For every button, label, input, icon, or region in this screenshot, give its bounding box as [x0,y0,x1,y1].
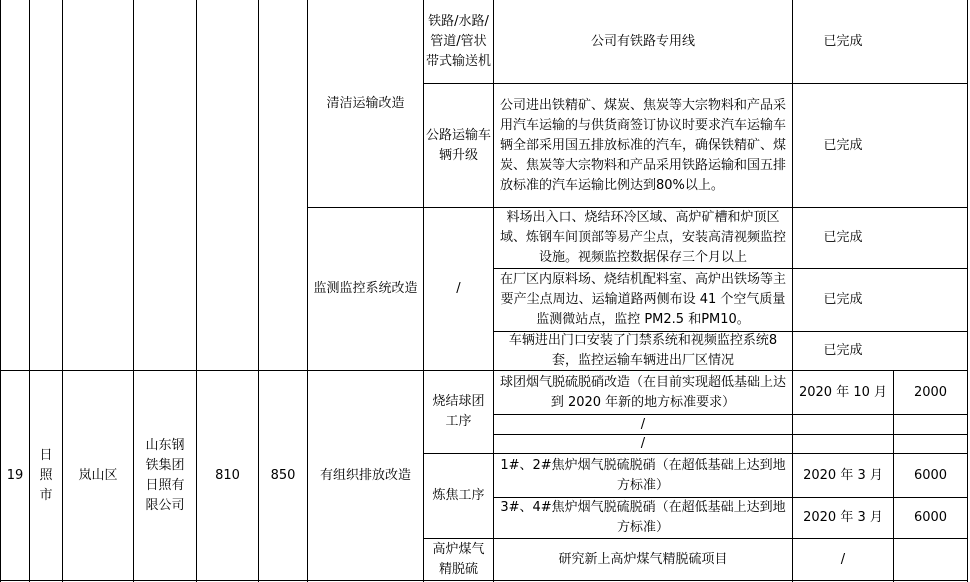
sinter-date-1: 2020 年 10 月 [798,384,888,400]
rail-pipeline-label: 铁路/水路/管道/管状带式输送机 [426,13,492,69]
coking-date-2: 2020 年 3 月 [803,510,883,525]
grid-line [967,0,968,582]
value-1: 810 [215,467,240,483]
coking-date-1: 2020 年 3 月 [803,467,883,483]
grid-line [0,580,967,581]
clean-transport-category: 清洁运输改造 [326,95,405,111]
coking-amount-1: 6000 [913,467,948,483]
row-number: 19 [6,467,24,483]
sinter-amount-1: 2000 [913,384,948,400]
city: 日照市 [39,447,53,503]
company: 山东钢铁集团日照有限公司 [145,437,185,513]
monitoring-status-3: 已完成 [823,343,863,358]
rail-status: 已完成 [823,33,863,49]
bf-gas-date: / [840,551,846,567]
coking-measure-2: 3#、4#焦炉烟气脱硫脱硝（在超低基础上达到地方标准） [500,500,786,535]
rail-measure: 公司有铁路专用线 [590,33,695,49]
sinter-measure-2: / [640,416,646,432]
coking-measure-1: 1#、2#焦炉烟气脱硫脱硝（在超低基础上达到地方标准） [500,457,786,493]
monitoring-measure-3: 车辆进出门口安装了门禁系统和视频监控系统8套，监控运输车辆进出厂区情况 [508,333,778,368]
monitoring-status-1: 已完成 [823,230,863,245]
monitoring-category: 监测监控系统改造 [313,281,418,296]
bf-gas-label: 高炉煤气精脱硫 [432,541,485,577]
value-2: 850 [270,467,296,483]
monitoring-status-2: 已完成 [823,292,863,307]
road-vehicle-label: 公路运输车辆升级 [426,127,492,163]
monitoring-sub: / [456,281,461,296]
sinter-measure-3: / [640,436,646,451]
organized-emission-category: 有组织排放改造 [319,467,411,483]
coking-label: 炼焦工序 [432,488,485,503]
monitoring-measure-1: 料场出入口、烧结环冷区域、高炉矿槽和炉顶区域、炼钢车间顶部等易产尘点，安装高清视频监控设施。视频监控数据保存三个月以上 [500,210,787,265]
sinter-pellet-label: 烧结球团工序 [432,394,485,429]
bf-gas-measure: 研究新上高炉煤气精脱硫项目 [558,551,728,567]
district: 岚山区 [78,467,118,483]
road-status: 已完成 [823,137,863,153]
sinter-measure-1: 球团烟气脱硫脱硝改造（在目前实现超低基础上达到 2020 年新的地方标准要求） [500,374,787,410]
coking-amount-2: 6000 [913,510,948,525]
road-measure: 公司进出铁精矿、煤炭、焦炭等大宗物料和产品采用汽车运输的与供货商签订协议时要求汽车运输车辆全部采用国五排放标准的汽车，确保铁精矿、煤炭、焦炭等大宗物料和产品采用铁路运输和国五排放标准的汽车运输比例达到80%以上。 [500,97,787,193]
monitoring-measure-2: 在厂区内原料场、烧结机配料室、高炉出铁场等主要产尘点周边、运输道路两侧布设 41 个空气质量监测微站点，监控 PM2.5 和PM10。 [500,272,787,327]
